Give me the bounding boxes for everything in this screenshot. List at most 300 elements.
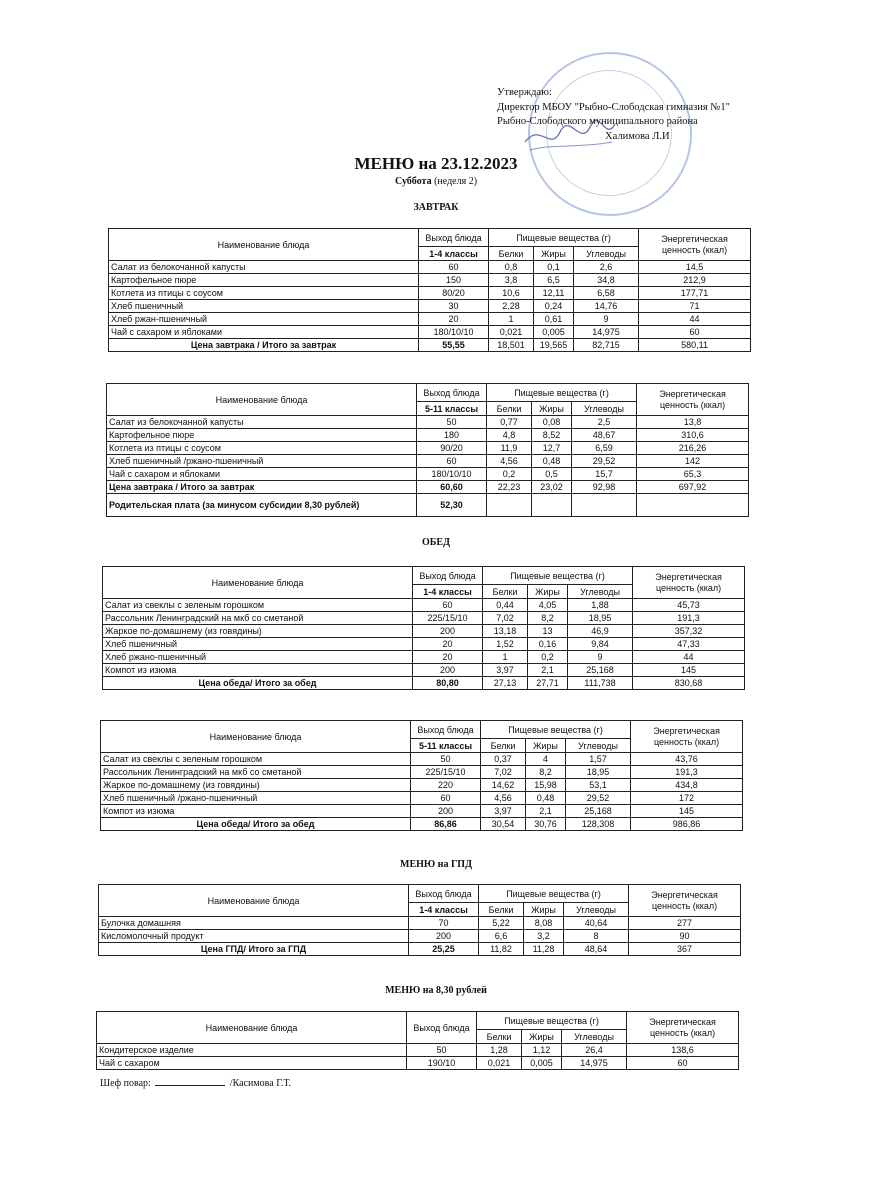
header-carbs: Углеводы	[572, 402, 637, 416]
value-cell: 200	[413, 664, 483, 677]
header-yield: Выход блюда	[409, 885, 479, 903]
value-cell: 25,168	[568, 664, 633, 677]
value-cell: 190/10	[407, 1057, 477, 1070]
dish-name-cell: Чай с сахаром и яблоками	[107, 468, 417, 481]
dish-name-cell: Котлета из птицы с соусом	[107, 442, 417, 455]
table-row	[103, 664, 745, 677]
table-total-row	[109, 339, 751, 352]
value-cell: 48,67	[572, 429, 637, 442]
table-row	[103, 638, 745, 651]
value-cell: 14,62	[481, 779, 526, 792]
value-cell: 200	[413, 625, 483, 638]
total-label-cell: Цена ГПД/ Итого за ГПД	[99, 943, 409, 956]
header-fat: Жиры	[532, 402, 572, 416]
empty-cell	[487, 494, 532, 517]
value-cell: 20	[419, 313, 489, 326]
total-value-cell: 55,55	[419, 339, 489, 352]
header-nutrients: Пищевые вещества (г)	[481, 721, 631, 739]
chef-name: /Касимова Г.Т.	[229, 1078, 291, 1089]
header-yield: Выход блюда	[419, 229, 489, 247]
dish-name-cell: Салат из белокочанной капусты	[107, 416, 417, 429]
value-cell: 1,57	[566, 753, 631, 766]
table-header-row	[97, 1012, 739, 1030]
value-cell: 44	[639, 313, 751, 326]
value-cell: 90/20	[417, 442, 487, 455]
value-cell: 9,84	[568, 638, 633, 651]
table-row	[99, 930, 741, 943]
dish-name-cell: Чай с сахаром	[97, 1057, 407, 1070]
header-dish-name: Наименование блюда	[103, 567, 413, 599]
table-header-row	[109, 229, 751, 247]
header-energy-line1: Энергетическая	[653, 725, 720, 736]
value-cell: 277	[629, 917, 741, 930]
table-header-row	[103, 567, 745, 585]
menu-table-lunch-5-11	[100, 720, 743, 831]
value-cell: 2,5	[572, 416, 637, 429]
header-yield: Выход блюда	[417, 384, 487, 402]
value-cell: 11,9	[487, 442, 532, 455]
value-cell: 25,168	[566, 805, 631, 818]
header-energy-line2: ценность (ккал)	[651, 900, 718, 911]
header-energy-line2: ценность (ккал)	[653, 736, 720, 747]
approval-line-3: Рыбно-Слободского муниципального района	[497, 116, 698, 127]
header-grade: 1-4 классы	[409, 903, 479, 917]
value-cell: 200	[409, 930, 479, 943]
table-row	[101, 753, 743, 766]
total-value-cell: 60,60	[417, 481, 487, 494]
table-row	[109, 274, 751, 287]
value-cell: 30	[419, 300, 489, 313]
value-cell: 60	[413, 599, 483, 612]
table-row	[103, 625, 745, 638]
header-energy-line2: ценность (ккал)	[659, 399, 726, 410]
value-cell: 15,98	[526, 779, 566, 792]
table-row	[103, 651, 745, 664]
value-cell: 44	[633, 651, 745, 664]
header-dish-name: Наименование блюда	[107, 384, 417, 416]
value-cell: 8,2	[528, 612, 568, 625]
value-cell: 0,8	[489, 261, 534, 274]
total-value-cell: 27,13	[483, 677, 528, 690]
value-cell: 4,05	[528, 599, 568, 612]
header-grade: 1-4 классы	[413, 585, 483, 599]
total-value-cell: 86,86	[411, 818, 481, 831]
section-lunch: ОБЕД	[422, 537, 450, 548]
table-header-row	[107, 384, 749, 402]
table-row	[99, 917, 741, 930]
table-row	[101, 766, 743, 779]
value-cell: 65,3	[637, 468, 749, 481]
dish-name-cell: Кондитерское изделие	[97, 1044, 407, 1057]
chef-label: Шеф повар:	[100, 1078, 151, 1089]
header-energy	[629, 885, 741, 917]
menu-table-breakfast-5-11	[106, 383, 749, 517]
header-energy-line2: ценность (ккал)	[649, 1027, 716, 1038]
weekday: Суббота	[394, 176, 432, 187]
value-cell: 180/10/10	[419, 326, 489, 339]
total-value-cell: 128,308	[566, 818, 631, 831]
section-gpd: МЕНЮ на ГПД	[400, 859, 472, 870]
header-energy	[633, 567, 745, 599]
header-carbs: Углеводы	[568, 585, 633, 599]
value-cell: 0,021	[477, 1057, 522, 1070]
value-cell: 1,88	[568, 599, 633, 612]
value-cell: 8,08	[524, 917, 564, 930]
value-cell: 13	[528, 625, 568, 638]
value-cell: 1,52	[483, 638, 528, 651]
dish-name-cell: Салат из свеклы с зеленым горошком	[103, 599, 413, 612]
dish-name-cell: Хлеб пшеничный	[109, 300, 419, 313]
header-energy	[631, 721, 743, 753]
total-label-cell: Цена обеда/ Итого за обед	[103, 677, 413, 690]
table-row	[101, 805, 743, 818]
header-energy	[627, 1012, 739, 1044]
value-cell: 12,11	[534, 287, 574, 300]
value-cell: 18,95	[568, 612, 633, 625]
value-cell: 29,52	[572, 455, 637, 468]
total-label-cell: Цена завтрака / Итого за завтрак	[109, 339, 419, 352]
value-cell: 2,1	[528, 664, 568, 677]
value-cell: 6,6	[479, 930, 524, 943]
value-cell: 0,44	[483, 599, 528, 612]
parent-fee-row	[107, 494, 749, 517]
value-cell: 43,76	[631, 753, 743, 766]
header-energy-line1: Энергетическая	[651, 889, 718, 900]
header-fat: Жиры	[524, 903, 564, 917]
value-cell: 40,64	[564, 917, 629, 930]
menu-table-breakfast-1-4	[108, 228, 751, 352]
table-row	[107, 468, 749, 481]
value-cell: 14,76	[574, 300, 639, 313]
total-label-cell: Цена обеда/ Итого за обед	[101, 818, 411, 831]
value-cell: 212,9	[639, 274, 751, 287]
header-carbs: Углеводы	[562, 1030, 627, 1044]
header-grade: 5-11 классы	[411, 739, 481, 753]
dish-name-cell: Салат из свеклы с зеленым горошком	[101, 753, 411, 766]
header-grade: 5-11 классы	[417, 402, 487, 416]
total-label-cell: Цена завтрака / Итого за завтрак	[107, 481, 417, 494]
value-cell: 50	[407, 1044, 477, 1057]
value-cell: 310,6	[637, 429, 749, 442]
dish-name-cell: Картофельное пюре	[109, 274, 419, 287]
total-value-cell: 23,02	[532, 481, 572, 494]
value-cell: 26,4	[562, 1044, 627, 1057]
value-cell: 191,3	[633, 612, 745, 625]
table-header-row	[101, 721, 743, 739]
value-cell: 2,1	[526, 805, 566, 818]
table-row	[97, 1057, 739, 1070]
dish-name-cell: Жаркое по-домашнему (из говядины)	[101, 779, 411, 792]
value-cell: 1,28	[477, 1044, 522, 1057]
value-cell: 13,18	[483, 625, 528, 638]
total-value-cell: 11,82	[479, 943, 524, 956]
header-energy-line1: Энергетическая	[661, 233, 728, 244]
header-fat: Жиры	[526, 739, 566, 753]
value-cell: 145	[633, 664, 745, 677]
total-value-cell: 25,25	[409, 943, 479, 956]
dish-name-cell: Картофельное пюре	[107, 429, 417, 442]
parent-fee-label: Родительская плата (за минусом субсидии 8,30 рублей)	[107, 494, 417, 517]
dish-name-cell: Кисломолочный продукт	[99, 930, 409, 943]
header-energy	[639, 229, 751, 261]
value-cell: 46,9	[568, 625, 633, 638]
value-cell: 1	[483, 651, 528, 664]
dish-name-cell: Рассольник Ленинградский на мкб со сметаной	[101, 766, 411, 779]
header-carbs: Углеводы	[574, 247, 639, 261]
value-cell: 29,52	[566, 792, 631, 805]
header-carbs: Углеводы	[564, 903, 629, 917]
dish-name-cell: Булочка домашняя	[99, 917, 409, 930]
value-cell: 9	[568, 651, 633, 664]
dish-name-cell: Салат из белокочанной капусты	[109, 261, 419, 274]
total-value-cell: 48,64	[564, 943, 629, 956]
value-cell: 225/15/10	[411, 766, 481, 779]
value-cell: 216,26	[637, 442, 749, 455]
total-value-cell: 986,86	[631, 818, 743, 831]
dish-name-cell: Хлеб пшеничный /ржано-пшеничный	[107, 455, 417, 468]
value-cell: 20	[413, 651, 483, 664]
header-dish-name: Наименование блюда	[109, 229, 419, 261]
value-cell: 180/10/10	[417, 468, 487, 481]
header-dish-name: Наименование блюда	[101, 721, 411, 753]
header-energy-line2: ценность (ккал)	[655, 582, 722, 593]
total-value-cell: 580,11	[639, 339, 751, 352]
value-cell: 0,2	[528, 651, 568, 664]
empty-cell	[572, 494, 637, 517]
value-cell: 145	[631, 805, 743, 818]
total-value-cell: 82,715	[574, 339, 639, 352]
header-energy	[637, 384, 749, 416]
dish-name-cell: Компот из изюма	[101, 805, 411, 818]
header-fat: Жиры	[534, 247, 574, 261]
table-row	[101, 792, 743, 805]
value-cell: 60	[417, 455, 487, 468]
value-cell: 0,37	[481, 753, 526, 766]
value-cell: 15,7	[572, 468, 637, 481]
header-energy-line1: Энергетическая	[655, 571, 722, 582]
value-cell: 10,6	[489, 287, 534, 300]
menu-table-menu-830	[96, 1011, 739, 1070]
value-cell: 60	[639, 326, 751, 339]
value-cell: 90	[629, 930, 741, 943]
value-cell: 14,5	[639, 261, 751, 274]
value-cell: 80/20	[419, 287, 489, 300]
value-cell: 4,56	[481, 792, 526, 805]
dish-name-cell: Компот из изюма	[103, 664, 413, 677]
table-row	[103, 612, 745, 625]
table-total-row	[107, 481, 749, 494]
value-cell: 177,71	[639, 287, 751, 300]
header-carbs: Углеводы	[566, 739, 631, 753]
value-cell: 150	[419, 274, 489, 287]
dish-name-cell: Чай с сахаром и яблоками	[109, 326, 419, 339]
dish-name-cell: Котлета из птицы с соусом	[109, 287, 419, 300]
parent-fee-value: 52,30	[417, 494, 487, 517]
value-cell: 34,8	[574, 274, 639, 287]
table-row	[109, 326, 751, 339]
header-nutrients: Пищевые вещества (г)	[477, 1012, 627, 1030]
section-menu-830: МЕНЮ на 8,30 рублей	[385, 985, 487, 996]
menu-table-lunch-1-4	[102, 566, 745, 690]
value-cell: 60	[627, 1057, 739, 1070]
header-yield: Выход блюда	[413, 567, 483, 585]
page-subtitle	[0, 176, 872, 187]
approval-line-1: Утверждаю:	[497, 87, 552, 98]
table-total-row	[99, 943, 741, 956]
value-cell: 225/15/10	[413, 612, 483, 625]
value-cell: 0,08	[532, 416, 572, 429]
table-row	[109, 261, 751, 274]
total-value-cell: 697,92	[637, 481, 749, 494]
table-row	[107, 429, 749, 442]
header-dish-name: Наименование блюда	[97, 1012, 407, 1044]
value-cell: 1	[489, 313, 534, 326]
table-header-row	[99, 885, 741, 903]
value-cell: 9	[574, 313, 639, 326]
table-total-row	[101, 818, 743, 831]
value-cell: 0,2	[487, 468, 532, 481]
dish-name-cell: Хлеб ржан-пшеничный	[109, 313, 419, 326]
table-row	[107, 455, 749, 468]
value-cell: 8,52	[532, 429, 572, 442]
total-value-cell: 830,68	[633, 677, 745, 690]
header-protein: Белки	[477, 1030, 522, 1044]
value-cell: 200	[411, 805, 481, 818]
total-value-cell: 30,76	[526, 818, 566, 831]
value-cell: 0,005	[534, 326, 574, 339]
value-cell: 7,02	[481, 766, 526, 779]
total-value-cell: 92,98	[572, 481, 637, 494]
dish-name-cell: Хлеб пшеничный /ржано-пшеничный	[101, 792, 411, 805]
value-cell: 0,24	[534, 300, 574, 313]
table-row	[109, 287, 751, 300]
table-row	[101, 779, 743, 792]
value-cell: 0,16	[528, 638, 568, 651]
section-breakfast: ЗАВТРАК	[413, 202, 459, 213]
header-fat: Жиры	[522, 1030, 562, 1044]
value-cell: 2,28	[489, 300, 534, 313]
header-nutrients: Пищевые вещества (г)	[483, 567, 633, 585]
total-value-cell: 18,501	[489, 339, 534, 352]
value-cell: 0,61	[534, 313, 574, 326]
value-cell: 13,8	[637, 416, 749, 429]
header-nutrients: Пищевые вещества (г)	[479, 885, 629, 903]
table-row	[107, 416, 749, 429]
value-cell: 3,97	[483, 664, 528, 677]
value-cell: 142	[637, 455, 749, 468]
value-cell: 47,33	[633, 638, 745, 651]
value-cell: 5,22	[479, 917, 524, 930]
value-cell: 191,3	[631, 766, 743, 779]
header-dish-name: Наименование блюда	[99, 885, 409, 917]
value-cell: 70	[409, 917, 479, 930]
value-cell: 0,005	[522, 1057, 562, 1070]
dish-name-cell: Рассольник Ленинградский на мкб со сметаной	[103, 612, 413, 625]
header-protein: Белки	[481, 739, 526, 753]
value-cell: 6,5	[534, 274, 574, 287]
value-cell: 3,8	[489, 274, 534, 287]
value-cell: 14,975	[574, 326, 639, 339]
menu-table-gpd	[98, 884, 741, 956]
header-energy-line1: Энергетическая	[649, 1016, 716, 1027]
dish-name-cell: Жаркое по-домашнему (из говядины)	[103, 625, 413, 638]
value-cell: 0,48	[532, 455, 572, 468]
total-value-cell: 367	[629, 943, 741, 956]
approval-line-4: Халимова Л.И	[605, 130, 670, 142]
header-protein: Белки	[487, 402, 532, 416]
value-cell: 6,58	[574, 287, 639, 300]
chef-signature	[155, 1085, 225, 1086]
value-cell: 6,59	[572, 442, 637, 455]
total-value-cell: 22,23	[487, 481, 532, 494]
dish-name-cell: Хлеб ржано-пшеничный	[103, 651, 413, 664]
total-value-cell: 27,71	[528, 677, 568, 690]
value-cell: 18,95	[566, 766, 631, 779]
header-protein: Белки	[483, 585, 528, 599]
table-total-row	[103, 677, 745, 690]
table-row	[109, 313, 751, 326]
value-cell: 434,8	[631, 779, 743, 792]
table-row	[103, 599, 745, 612]
total-value-cell: 111,738	[568, 677, 633, 690]
value-cell: 4,56	[487, 455, 532, 468]
header-energy-line1: Энергетическая	[659, 388, 726, 399]
page-title: МЕНЮ на 23.12.2023	[354, 154, 518, 173]
value-cell: 2,6	[574, 261, 639, 274]
value-cell: 357,32	[633, 625, 745, 638]
value-cell: 60	[419, 261, 489, 274]
value-cell: 12,7	[532, 442, 572, 455]
header-fat: Жиры	[528, 585, 568, 599]
header-yield: Выход блюда	[407, 1012, 477, 1044]
table-row	[97, 1044, 739, 1057]
empty-cell	[637, 494, 749, 517]
value-cell: 180	[417, 429, 487, 442]
value-cell: 0,1	[534, 261, 574, 274]
value-cell: 7,02	[483, 612, 528, 625]
value-cell: 4,8	[487, 429, 532, 442]
total-value-cell: 19,565	[534, 339, 574, 352]
value-cell: 0,77	[487, 416, 532, 429]
value-cell: 3,2	[524, 930, 564, 943]
total-value-cell: 80,80	[413, 677, 483, 690]
dish-name-cell: Хлеб пшеничный	[103, 638, 413, 651]
value-cell: 60	[411, 792, 481, 805]
value-cell: 220	[411, 779, 481, 792]
table-row	[107, 442, 749, 455]
table-row	[109, 300, 751, 313]
value-cell: 8,2	[526, 766, 566, 779]
header-protein: Белки	[489, 247, 534, 261]
header-energy-line2: ценность (ккал)	[661, 244, 728, 255]
value-cell: 50	[411, 753, 481, 766]
empty-cell	[532, 494, 572, 517]
value-cell: 45,73	[633, 599, 745, 612]
week-label: (неделя 2)	[431, 176, 478, 187]
total-value-cell: 11,28	[524, 943, 564, 956]
approval-block	[497, 86, 730, 144]
total-value-cell: 30,54	[481, 818, 526, 831]
chef-signature-line	[100, 1078, 291, 1089]
value-cell: 71	[639, 300, 751, 313]
header-nutrients: Пищевые вещества (г)	[487, 384, 637, 402]
value-cell: 0,5	[532, 468, 572, 481]
value-cell: 50	[417, 416, 487, 429]
value-cell: 8	[564, 930, 629, 943]
value-cell: 138,6	[627, 1044, 739, 1057]
value-cell: 20	[413, 638, 483, 651]
header-protein: Белки	[479, 903, 524, 917]
